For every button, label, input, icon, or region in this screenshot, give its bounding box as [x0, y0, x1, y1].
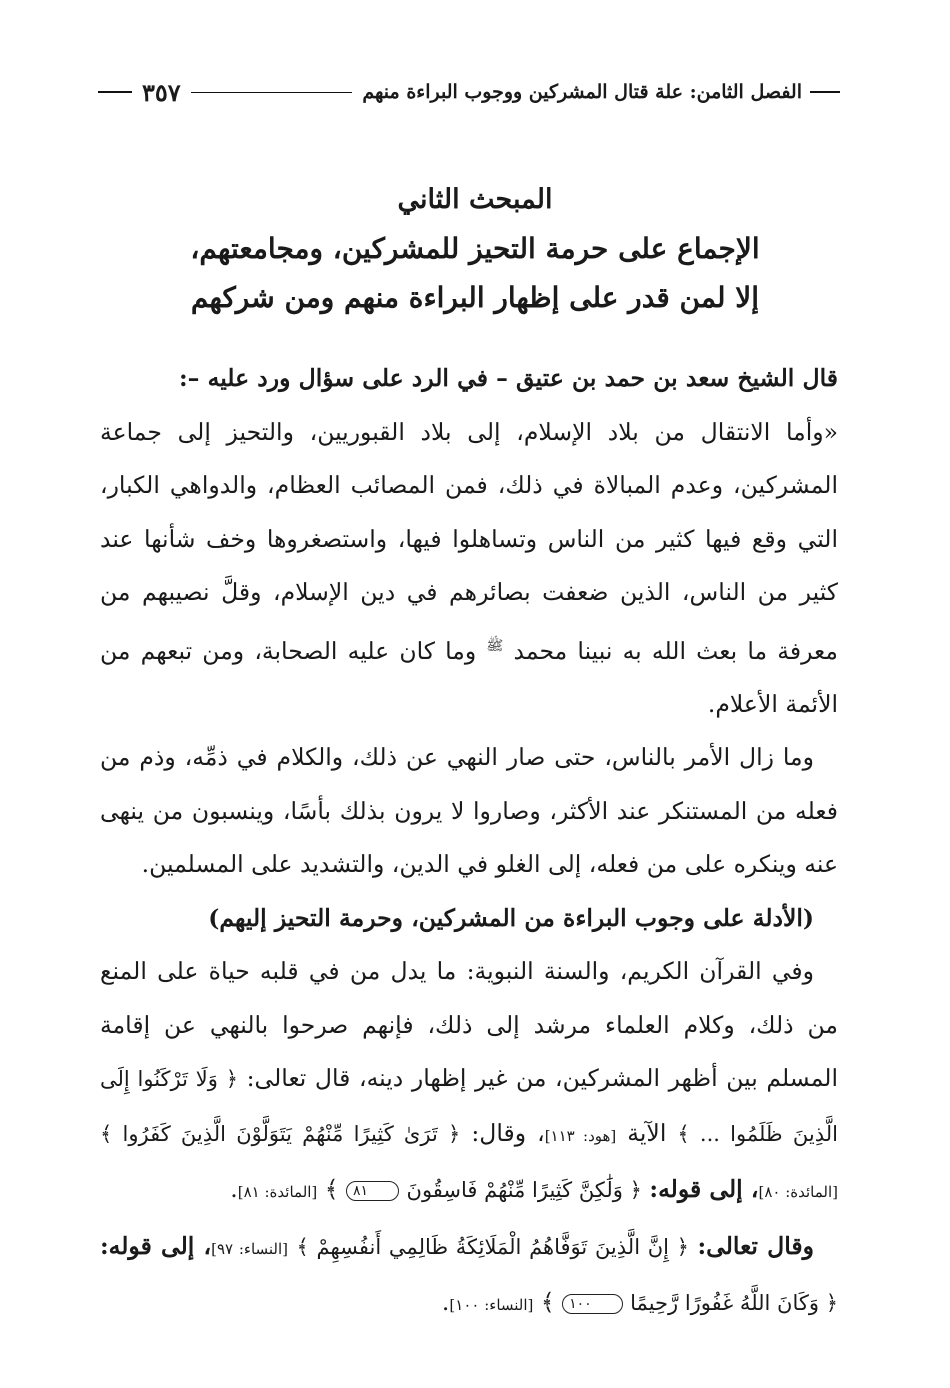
- verse-ref-4: [النساء: ٩٧]: [211, 1239, 289, 1258]
- verse-ref-1: [هود: ١١٣]: [544, 1126, 617, 1145]
- section-title-line-1: الإجماع على حرمة التحيز للمشركين، ومجامعتهم،: [190, 232, 760, 265]
- page-number: ٣٥٧: [142, 77, 181, 107]
- verse-ref-5: [النساء: ١٠٠]: [449, 1296, 534, 1315]
- pbuh-glyph: ﷺ: [486, 637, 504, 654]
- paragraph-2: وما زال الأمر بالناس، حتى صار النهي عن ذلك، والكلام في ذمِّه، وذم من فعله من المستنكر عند الأكثر، وصاروا لا يرون بذلك بأسًا، وينسبون من ينهى عنه وينكره على من فعله، إلى الغلو في الدين، والتشديد على المسلمين.: [100, 743, 838, 879]
- verse-ref-2: [المائدة: ٨٠]: [758, 1183, 838, 1202]
- evidence-subheading: (الأدلة على وجوب البراءة من المشركين، وحرمة التحيز إليهم): [208, 903, 814, 932]
- section-heading: [110, 176, 840, 322]
- paragraph-1: [100, 406, 838, 732]
- body-text: [100, 352, 838, 1333]
- chapter-title: الفصل الثامن: علة قتال المشركين ووجوب البراءة منهم: [362, 81, 802, 103]
- section-title-line-2: إلا لمن قدر على إظهار البراءة منهم ومن شركهم: [190, 281, 760, 314]
- header-dash-right: [810, 91, 840, 93]
- paragraph-4-start: وقال تعالى:: [697, 1231, 814, 1260]
- said-connector: ، وقال:: [471, 1118, 545, 1147]
- paragraph-1-text: «وأما الانتقال من بلاد الإسلام، إلى بلاد القبوريين، والتحيز إلى جماعة المشركين، وعدم المبالاة في ذلك، فمن المصائب العظام، والدواهي الكبار، التي وقع فيها كثير من الناس وتساهلوا فيها، واستصغروها وخف شأنها عند كثير من الناس، الذين ضعفت بصائرهم في دين الإسلام، وقلَّ نصيبهم من معرفة ما بعث الله به نبينا محمد: [100, 417, 838, 665]
- paragraph-4: وقال تعالى: ﴿ إِنَّ الَّذِينَ تَوَفَّاهُمُ الْمَلَائِكَةُ ظَالِمِي أَنفُسِهِمْ ﴾ [النساء: ٩٧]، إلى قوله: ﴿ وَكَانَ اللَّهُ غَفُورًا رَّحِيمًا ١٠٠ ﴾ [النساء: ١٠٠].: [100, 1231, 838, 1317]
- running-header: [98, 74, 840, 110]
- ayah-number-mark: ١٠٠: [562, 1294, 623, 1314]
- paragraph-3-text: وفي القرآن الكريم، والسنة النبوية: ما يدل من في قلبه حياة على المنع من ذلك، وكلام العلماء مرشد إلى ذلك، فإنهم صرحوا بالنهي عن إقامة المسلم بين أظهر المشركين، من غير إظهار دينه، قال تعالى:: [100, 957, 838, 1093]
- quran-verse-1: ﴿ وَلَا تَرْكَنُوا إِلَى الَّذِينَ ظَلَمُوا ... ﴾: [100, 1067, 838, 1146]
- verse-ref-3: [المائدة: ٨١]: [237, 1183, 318, 1202]
- ayah-number-mark: ٨١: [346, 1181, 399, 1201]
- quran-verse-2: ﴿ تَرَىٰ كَثِيرًا مِّنْهُمْ يَتَوَلَّوْنَ الَّذِينَ كَفَرُوا ﴾: [100, 1121, 461, 1146]
- intro-line: قال الشيخ سعد بن حمد بن عتيق – في الرد على سؤال ورد عليه –:: [179, 364, 838, 392]
- verse-1-tail: الآية: [627, 1118, 667, 1147]
- paragraph-3: وفي القرآن الكريم، والسنة النبوية: ما يدل من في قلبه حياة على المنع من ذلك، وكلام العلماء مرشد إلى ذلك، فإنهم صرحوا بالنهي عن إقامة المسلم بين أظهر المشركين، من غير إظهار دينه، قال تعالى: ﴿ وَلَا تَرْكَنُوا إِلَى الَّذِينَ ظَلَمُوا ... ﴾ الآية [هود: ١١٣]، وقال: ﴿ تَرَىٰ كَثِيرًا مِّنْهُمْ يَتَوَلَّوْنَ الَّذِينَ كَفَرُوا ﴾ [المائدة: ٨٠]، إلى قوله: ﴿ وَلَٰكِنَّ كَثِيرًا مِّنْهُمْ فَاسِقُونَ ٨١ ﴾ [المائدة: ٨١].: [100, 957, 838, 1204]
- quran-verse-3: ﴿ وَلَٰكِنَّ كَثِيرًا مِّنْهُمْ فَاسِقُونَ: [406, 1178, 642, 1203]
- header-rule: [191, 92, 353, 93]
- section-number: المبحث الثاني: [397, 184, 553, 215]
- until-connector-1: ، إلى قوله:: [649, 1175, 759, 1204]
- paragraph-1-end: وما كان عليه الصحابة، ومن تبعهم من الأئمة الأعلام.: [100, 636, 838, 718]
- header-dash-left: [98, 91, 132, 93]
- quran-verse-4: ﴿ إِنَّ الَّذِينَ تَوَفَّاهُمُ الْمَلَائِكَةُ ظَالِمِي أَنفُسِهِمْ ﴾: [296, 1234, 689, 1259]
- until-connector-2: ، إلى قوله:: [100, 1231, 212, 1260]
- quran-verse-5: ﴿ وَكَانَ اللَّهُ غَفُورًا رَّحِيمًا: [630, 1291, 838, 1316]
